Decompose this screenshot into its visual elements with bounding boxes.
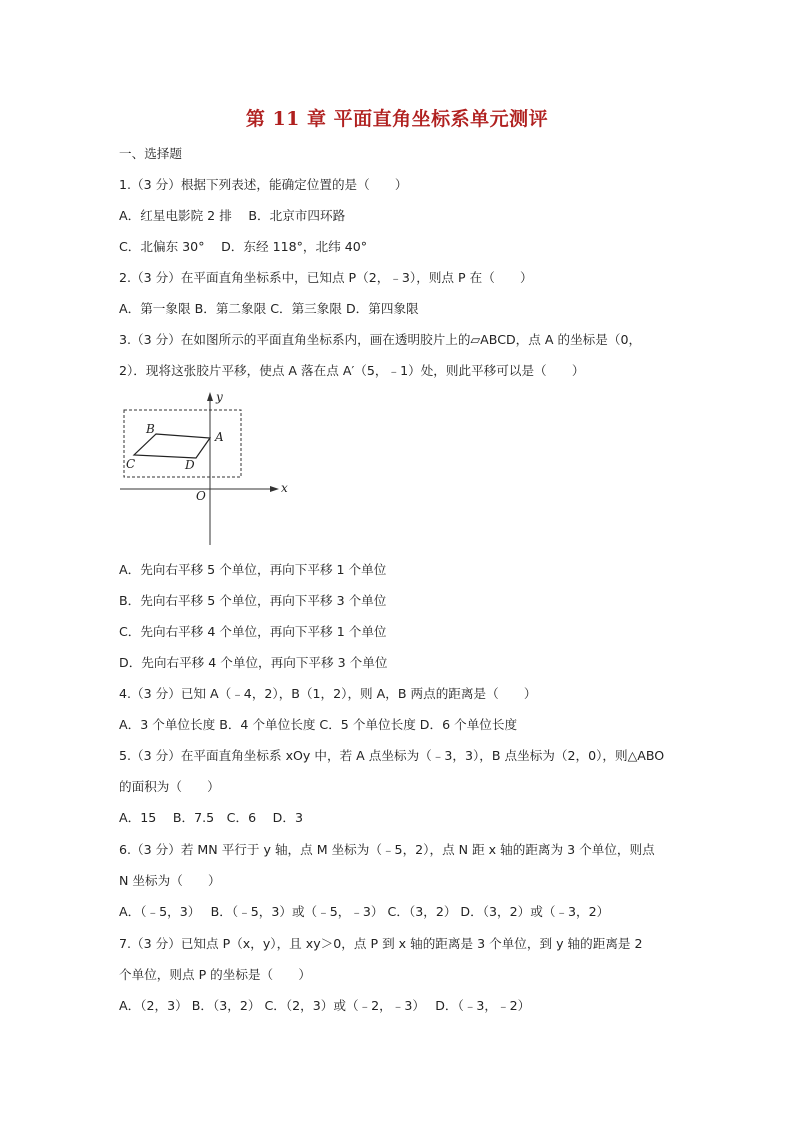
question-3-option-b: B．先向右平移 5 个单位，再向下平移 3 个单位 bbox=[119, 593, 387, 608]
label-d: D bbox=[185, 458, 195, 472]
question-6-stem-line1: 6.（3 分）若 MN 平行于 y 轴，点 M 坐标为（﹣5，2），点 N 距 x 轴的距离为 3 个单位，则点 bbox=[119, 842, 655, 857]
question-3-option-c: C．先向右平移 4 个单位，再向下平移 1 个单位 bbox=[119, 624, 387, 639]
question-2-stem: 2.（3 分）在平面直角坐标系中，已知点 P（2，﹣3），则点 P 在（ ） bbox=[119, 270, 533, 285]
label-a: A bbox=[215, 430, 224, 444]
label-x-axis: x bbox=[281, 481, 288, 495]
parallelogram-abcd bbox=[134, 434, 210, 458]
question-5-stem-line1: 5.（3 分）在平面直角坐标系 xOy 中，若 A 点坐标为（﹣3，3），B 点坐标为（2，0），则△ABO bbox=[119, 748, 665, 763]
label-c: C bbox=[126, 457, 136, 471]
question-5-stem-line2: 的面积为（ ） bbox=[119, 779, 220, 794]
question-3-stem-line1: 3.（3 分）在如图所示的平面直角坐标系内，画在透明胶片上的▱ABCD，点 A 的坐标是（0， bbox=[119, 332, 642, 347]
question-6-options: A．（﹣5，3） B．（﹣5，3）或（﹣5，﹣3） C．（3，2） D．（3，2）或（﹣3，2） bbox=[119, 904, 610, 919]
question-1-stem: 1.（3 分）根据下列表述，能确定位置的是（ ） bbox=[119, 177, 408, 192]
question-6-stem-line2: N 坐标为（ ） bbox=[119, 873, 221, 888]
question-1-options-ab: A．红星电影院 2 排 B．北京市四环路 bbox=[119, 208, 346, 223]
question-7-options: A．（2，3） B．（3，2） C．（2，3）或（﹣2，﹣3） D．（﹣3，﹣2） bbox=[119, 998, 531, 1013]
question-3-option-d: D．先向右平移 4 个单位，再向下平移 3 个单位 bbox=[119, 655, 388, 670]
label-origin: O bbox=[196, 489, 206, 503]
label-y-axis: y bbox=[216, 390, 223, 404]
question-1-options-cd: C．北偏东 30° D．东经 118°，北纬 40° bbox=[119, 239, 368, 254]
question-5-options: A．15 B．7.5 C．6 D．3 bbox=[119, 810, 303, 825]
y-axis-arrow bbox=[207, 392, 213, 401]
page-title: 第 11 章 平面直角坐标系单元测评 bbox=[245, 108, 549, 130]
question-4-options: A．3 个单位长度 B．4 个单位长度 C．5 个单位长度 D．6 个单位长度 bbox=[119, 717, 518, 732]
question-4-stem: 4.（3 分）已知 A（﹣4，2），B（1，2），则 A，B 两点的距离是（ ） bbox=[119, 686, 537, 701]
label-b: B bbox=[146, 422, 155, 436]
question-3-option-a: A．先向右平移 5 个单位，再向下平移 1 个单位 bbox=[119, 562, 387, 577]
question-2-options: A．第一象限 B．第二象限 C．第三象限 D．第四象限 bbox=[119, 301, 419, 316]
x-axis-arrow bbox=[270, 486, 279, 492]
question-3-stem-line2: 2）．现将这张胶片平移，使点 A 落在点 A′（5，﹣1）处，则此平移可以是（ ） bbox=[119, 363, 585, 378]
question-7-stem-line1: 7.（3 分）已知点 P（x，y），且 xy＞0，点 P 到 x 轴的距离是 3 个单位，到 y 轴的距离是 2 bbox=[119, 936, 643, 951]
coordinate-figure bbox=[114, 388, 294, 548]
question-7-stem-line2: 个单位，则点 P 的坐标是（ ） bbox=[119, 967, 311, 982]
section-heading: 一、选择题 bbox=[119, 146, 182, 161]
